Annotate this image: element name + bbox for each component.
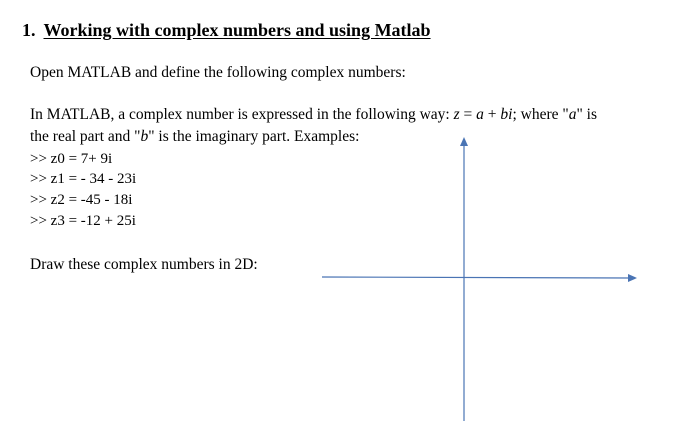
formula-z: z — [453, 106, 460, 123]
vertical-axis-arrow-icon — [460, 137, 468, 146]
section-number: 1. — [22, 20, 36, 40]
example-z3: >> z3 = -12 + 25i — [30, 213, 136, 229]
formula-a: a — [476, 106, 484, 123]
var-b: b — [140, 128, 149, 145]
explanation-text-3: " is — [576, 106, 597, 123]
horizontal-axis-arrow-icon — [628, 274, 637, 282]
example-z1: >> z1 = - 34 - 23i — [30, 171, 137, 187]
var-a: a — [568, 106, 577, 123]
example-z0: >> z0 = 7+ 9i — [30, 151, 113, 167]
intro-text: Open MATLAB and define the following complex numbers: — [30, 64, 406, 81]
explanation-text-4: the real part and " — [30, 128, 141, 145]
explanation-text-5: " is the imaginary part. Examples: — [148, 128, 360, 145]
formula-bi: bi — [500, 106, 513, 123]
formula-eq: = — [459, 106, 477, 123]
formula-plus: + — [483, 106, 501, 123]
example-z2: >> z2 = -45 - 18i — [30, 192, 133, 208]
section-title: Working with complex numbers and using Matlab — [43, 20, 431, 40]
explanation-text-1: In MATLAB, a complex number is expressed in the following way: — [30, 106, 454, 123]
horizontal-axis — [322, 277, 630, 278]
draw-prompt: Draw these complex numbers in 2D: — [30, 256, 258, 273]
explanation-text-2: ; where " — [512, 106, 569, 123]
